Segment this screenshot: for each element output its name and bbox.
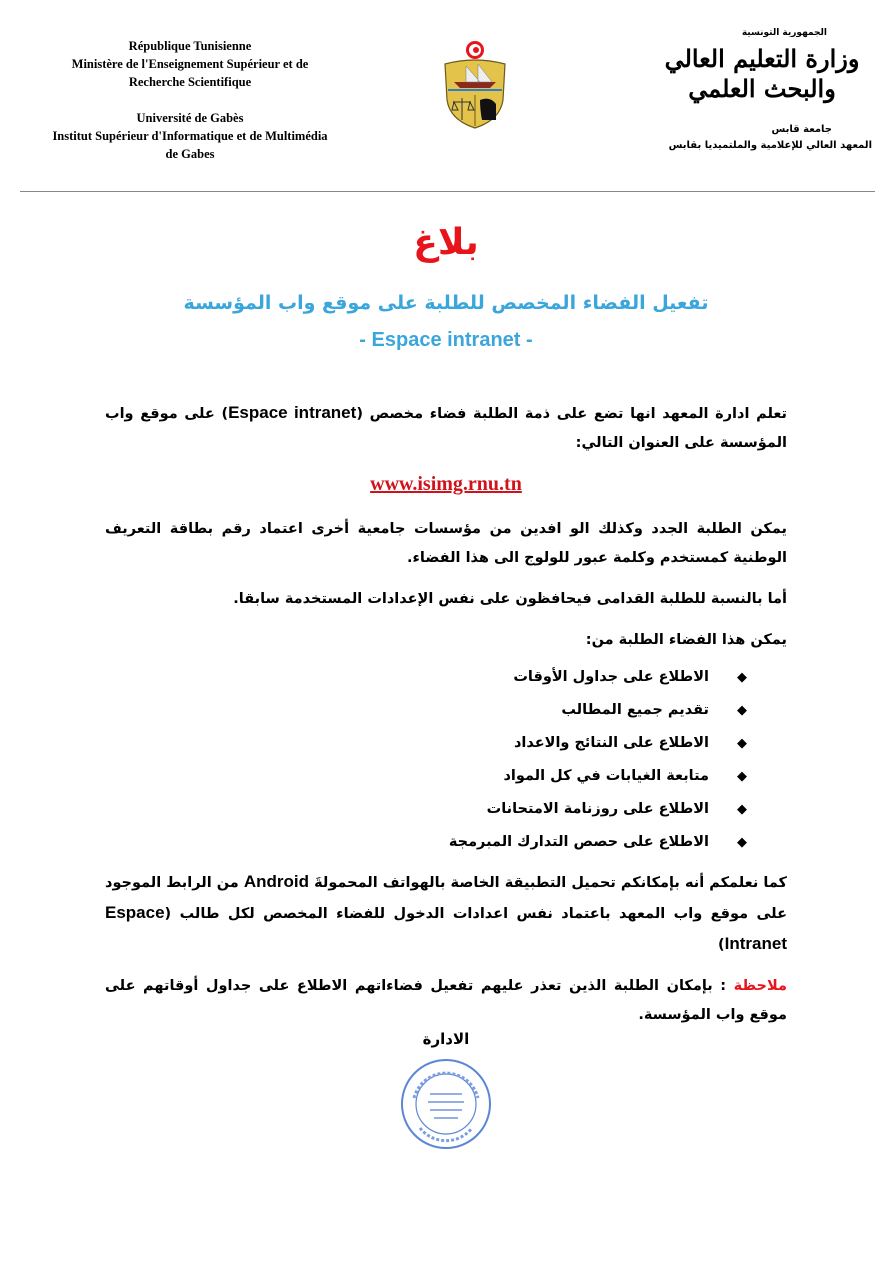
item-text: الاطلاع على روزنامة الامتحانات (486, 801, 709, 817)
text: ) على موقع واب المؤسسة على العنوان التالي: (105, 406, 787, 451)
diamond-bullet-icon: ◆ (737, 802, 747, 817)
diamond-bullet-icon: ◆ (737, 736, 747, 751)
paragraph-features-intro: يمكن هذا الفضاء الطلبة من: (585, 632, 787, 648)
header-ministry: Ministère de l'Enseignement Supérieur et de (71, 57, 309, 71)
header-university-ar: جامعة قابس (771, 124, 832, 135)
text-latin: Espace Intranet (105, 903, 787, 953)
list-item (105, 793, 747, 826)
header-republic: République Tunisienne (128, 39, 252, 53)
notice-subtitle: تفعيل الفضاء المخصص للطلبة على موقع واب المؤسسة (183, 292, 709, 314)
note-text: : بإمكان الطلبة الذين تعذر عليهم تفعيل فضاءاتهم الاطلاع على جداول أوقاتهم على موقع واب المؤسسة. (105, 978, 787, 1023)
notice-subtitle-latin: - Espace intranet - (359, 329, 533, 351)
item-text: متابعة الغيابات في كل المواد (503, 768, 709, 784)
header-ministry-cont: Recherche Scientifique (128, 75, 252, 89)
arabic-header (652, 28, 872, 151)
text-latin: Android (243, 872, 309, 891)
item-text: الاطلاع على النتائج والاعداد (513, 735, 709, 751)
header-institute-ar: المعهد العالي للإعلامية والملتميديا بقابس (668, 140, 872, 151)
diamond-bullet-icon: ◆ (737, 769, 747, 784)
paragraph-android (105, 867, 787, 960)
header-university: Université de Gabès (136, 111, 244, 125)
header-ministry-ar: وزارة التعليم العالي (664, 44, 860, 73)
website-link[interactable]: www.isimg.rnu.tn (370, 473, 522, 495)
header-ministry-ar-cont: والبحث العلمي (688, 74, 836, 103)
diamond-bullet-icon: ◆ (737, 703, 747, 718)
paragraph-intro (105, 398, 787, 458)
french-header (20, 37, 360, 163)
diamond-bullet-icon: ◆ (737, 670, 747, 685)
item-text: الاطلاع على جداول الأوقات (513, 669, 709, 685)
paragraph-note (105, 972, 787, 1030)
notice-title: بلاغ (413, 222, 479, 263)
header-institute-cont: de Gabes (165, 147, 215, 161)
item-text: تقديم جميع المطالب (561, 702, 709, 718)
header-institute: Institut Supérieur d'Informatique et de Multimédia (52, 129, 328, 143)
paragraph-new-students: يمكن الطلبة الجدد وكذلك الو افدين من مؤسسات جامعية أخرى اعتماد رقم بطاقة التعريف الوطنية كمستخدم وكلمة عبور للولوج الى هذا الفضاء. (105, 521, 787, 566)
header-divider (20, 191, 875, 192)
item-text: الاطلاع على حصص التدارك المبرمجة (448, 834, 709, 850)
list-item (105, 760, 747, 793)
list-item (105, 661, 747, 694)
note-label: ملاحظة (733, 978, 787, 994)
paragraph-old-students: أما بالنسبة للطلبة القدامى فيحافظون على نفس الإعدادات المستخدمة سابقا. (233, 591, 787, 607)
text: تعلم ادارة المعهد انها تضع على ذمة الطلبة فضاء مخصص ( (356, 406, 787, 422)
text: من الرابط الموجود على موقع واب المعهد باعتماد نفس اعدادات الدخول للفضاء المخصص لكل طالب ( (105, 875, 787, 922)
list-item (105, 694, 747, 727)
text-latin: Espace intranet (228, 403, 357, 422)
header-republic-ar: الجمهورية التونسية (741, 28, 827, 38)
list-item (105, 727, 747, 760)
list-item (105, 826, 747, 859)
notice-body (105, 398, 787, 1042)
text: ) (718, 937, 725, 953)
diamond-bullet-icon: ◆ (737, 835, 747, 850)
features-list (105, 661, 787, 859)
coat-of-arms-icon (440, 40, 510, 130)
signature-administration: الادارة (422, 1030, 470, 1048)
official-stamp-icon (400, 1058, 492, 1150)
text: كما نعلمكم أنه بإمكانكم تحميل التطبيقة الخاصة بالهواتف المحمولةَ (309, 875, 787, 891)
